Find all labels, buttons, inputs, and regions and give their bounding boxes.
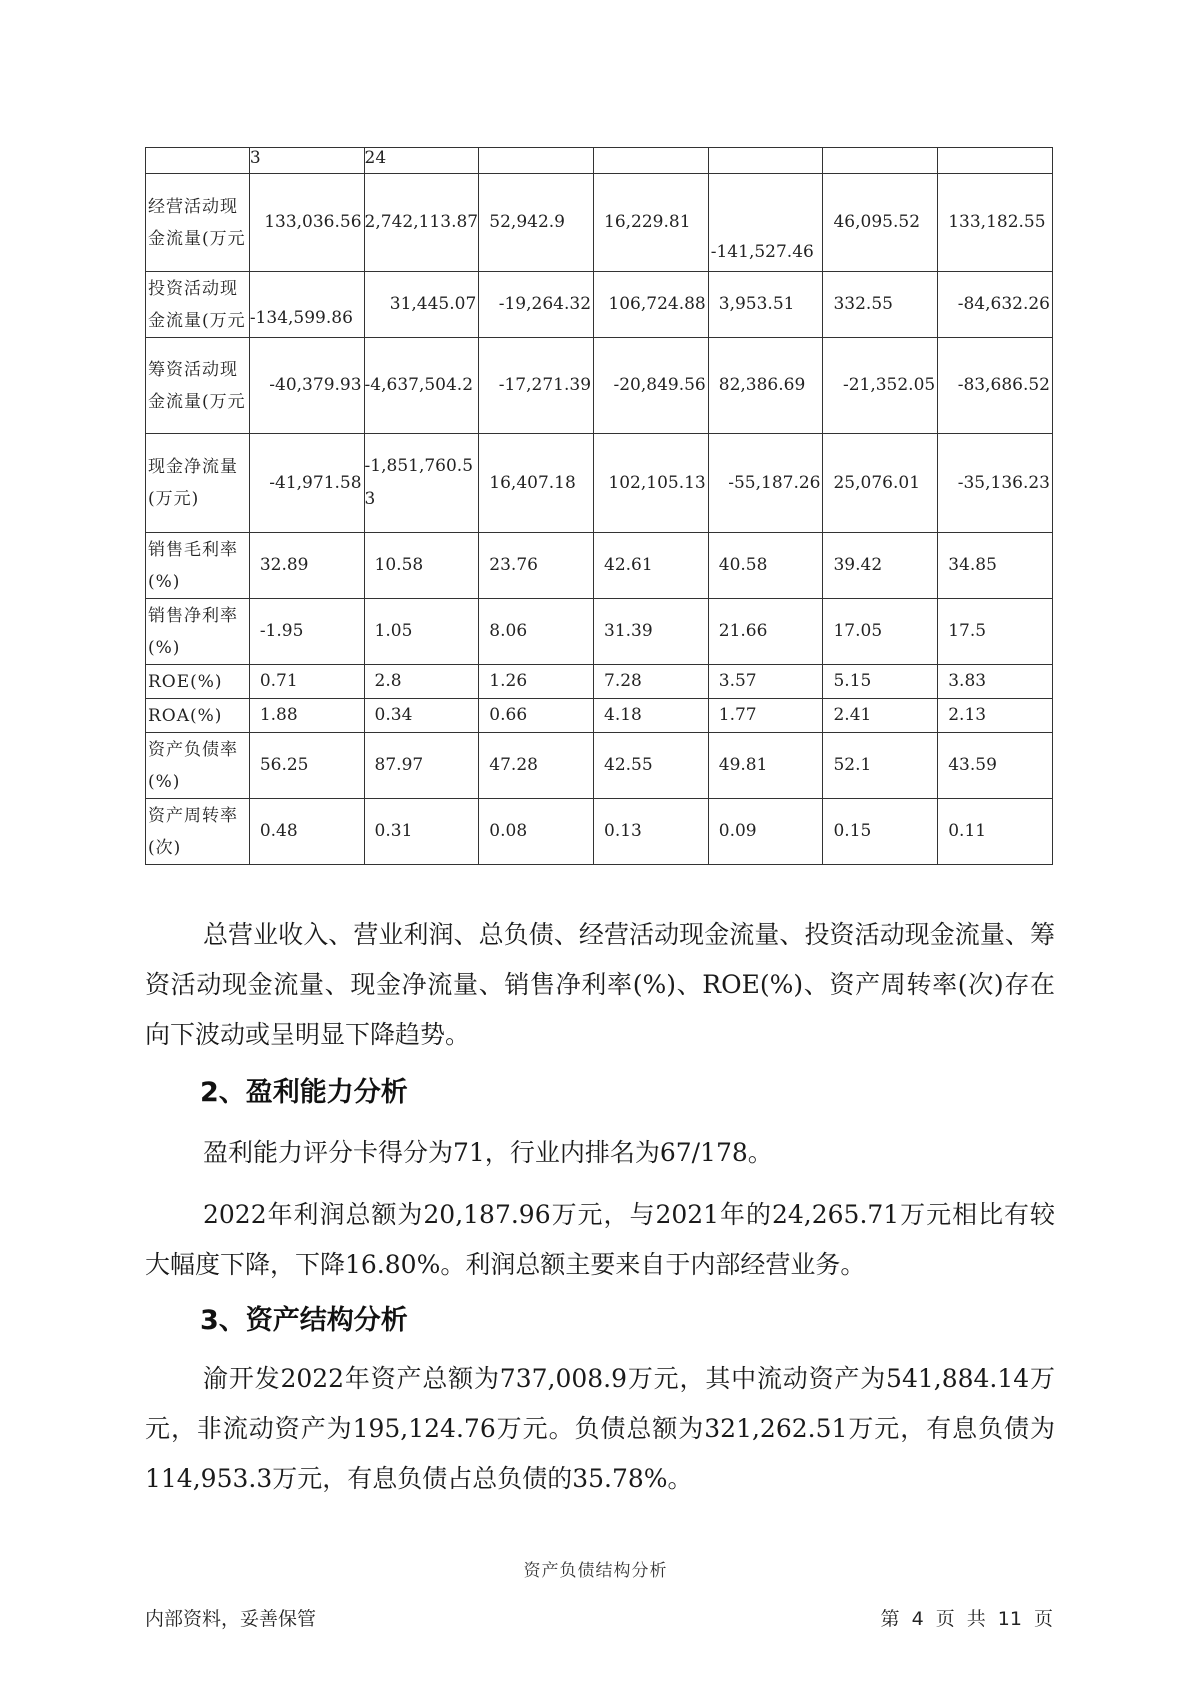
table-cell: 0.71: [249, 665, 364, 699]
table-cell: 0.66: [479, 699, 594, 733]
table-cell: 0.34: [364, 699, 479, 733]
row-label: 投资活动现金流量(万元: [146, 272, 250, 338]
table-row: [146, 799, 1053, 865]
table-row: [146, 272, 1053, 338]
table-cell: 0.11: [938, 799, 1053, 865]
table-cell: -141,527.46: [708, 174, 823, 272]
table-cell: -134,599.86: [249, 272, 364, 338]
financial-indicators-table: [145, 147, 1053, 865]
table-cell: 21.66: [708, 599, 823, 665]
table-cell: -40,379.93: [249, 338, 364, 434]
table-cell: 133,036.56: [249, 174, 364, 272]
table-row: [146, 148, 1053, 174]
table-row: [146, 533, 1053, 599]
table-cell: 31,445.07: [364, 272, 479, 338]
table-cell: 2.41: [823, 699, 938, 733]
table-cell: 2.13: [938, 699, 1053, 733]
row-label: ROE(%): [146, 665, 250, 699]
table-row: [146, 699, 1053, 733]
table-cell: 10.58: [364, 533, 479, 599]
section-heading-profitability: 2、盈利能力分析: [200, 1077, 408, 1108]
table-cell: [823, 148, 938, 174]
table-cell: 1.77: [708, 699, 823, 733]
table-row: [146, 338, 1053, 434]
table-cell: 46,095.52: [823, 174, 938, 272]
table-cell: -19,264.32: [479, 272, 594, 338]
table-cell: -20,849.56: [594, 338, 709, 434]
table-cell: 17.05: [823, 599, 938, 665]
row-label: 经营活动现金流量(万元: [146, 174, 250, 272]
table-row: [146, 599, 1053, 665]
table-cell: 42.55: [594, 733, 709, 799]
table-cell: 17.5: [938, 599, 1053, 665]
figure-caption: 资产负债结构分析: [523, 1561, 668, 1581]
table-cell: -21,352.05: [823, 338, 938, 434]
table-cell: -1.95: [249, 599, 364, 665]
table-cell: 4.18: [594, 699, 709, 733]
table-cell: 16,407.18: [479, 434, 594, 533]
table-cell: 52.1: [823, 733, 938, 799]
table-cell: -17,271.39: [479, 338, 594, 434]
table-cell: 52,942.9: [479, 174, 594, 272]
table-cell: 31.39: [594, 599, 709, 665]
table-cell: 32.89: [249, 533, 364, 599]
table-cell: 34.85: [938, 533, 1053, 599]
footer-confidential-note: 内部资料，妥善保管: [145, 1608, 317, 1630]
table-cell: 3: [249, 148, 364, 174]
table-cell: 42.61: [594, 533, 709, 599]
footer-page-number: 第 4 页 共 11 页: [880, 1608, 1053, 1630]
row-label: 销售毛利率(%): [146, 533, 250, 599]
table-cell: -41,971.58: [249, 434, 364, 533]
table-cell: 3.57: [708, 665, 823, 699]
table-cell: 0.15: [823, 799, 938, 865]
table-cell: 2,742,113.87: [364, 174, 479, 272]
table-cell: -35,136.23: [938, 434, 1053, 533]
table-cell: 102,105.13: [594, 434, 709, 533]
table-cell: 332.55: [823, 272, 938, 338]
table-cell: 82,386.69: [708, 338, 823, 434]
table-cell: -1,851,760.53: [364, 434, 479, 533]
table-cell: 5.15: [823, 665, 938, 699]
table-cell: 0.13: [594, 799, 709, 865]
table-row: [146, 665, 1053, 699]
row-label: 资产周转率(次): [146, 799, 250, 865]
row-label: [146, 148, 250, 174]
section-heading-asset-structure: 3、资产结构分析: [200, 1305, 408, 1336]
table-row: [146, 174, 1053, 272]
profit-total-paragraph: 2022年利润总额为20,187.96万元，与2021年的24,265.71万元相比有较大幅度下降，下降16.80%。利润总额主要来自于内部经营业务。: [145, 1200, 1055, 1279]
table-cell: 39.42: [823, 533, 938, 599]
table-cell: 56.25: [249, 733, 364, 799]
row-label: 资产负债率(%): [146, 733, 250, 799]
table-cell: 3.83: [938, 665, 1053, 699]
table-cell: -4,637,504.2: [364, 338, 479, 434]
table-cell: 133,182.55: [938, 174, 1053, 272]
table-cell: -83,686.52: [938, 338, 1053, 434]
table-cell: 2.8: [364, 665, 479, 699]
table-cell: 7.28: [594, 665, 709, 699]
table-cell: 23.76: [479, 533, 594, 599]
table-cell: 0.48: [249, 799, 364, 865]
table-cell: 1.88: [249, 699, 364, 733]
table-cell: 24: [364, 148, 479, 174]
table-cell: 1.26: [479, 665, 594, 699]
table-cell: 87.97: [364, 733, 479, 799]
table-cell: 40.58: [708, 533, 823, 599]
table-cell: 106,724.88: [594, 272, 709, 338]
table-cell: 8.06: [479, 599, 594, 665]
table-cell: [594, 148, 709, 174]
row-label: 筹资活动现金流量(万元: [146, 338, 250, 434]
table-cell: 47.28: [479, 733, 594, 799]
table-cell: -55,187.26: [708, 434, 823, 533]
row-label: 销售净利率(%): [146, 599, 250, 665]
table-cell: 49.81: [708, 733, 823, 799]
table-cell: 3,953.51: [708, 272, 823, 338]
asset-structure-paragraph: 渝开发2022年资产总额为737,008.9万元，其中流动资产为541,884.14万元，非流动资产为195,124.76万元。负债总额为321,262.51万元，有息负债为114,953.3万元，有息负债占总负债的35.78%。: [145, 1364, 1055, 1493]
table-row: [146, 434, 1053, 533]
table-cell: 16,229.81: [594, 174, 709, 272]
table-row: [146, 733, 1053, 799]
table-cell: 25,076.01: [823, 434, 938, 533]
table-cell: 1.05: [364, 599, 479, 665]
profitability-score-paragraph: 盈利能力评分卡得分为71，行业内排名为67/178。: [203, 1138, 773, 1167]
row-label: ROA(%): [146, 699, 250, 733]
table-cell: 43.59: [938, 733, 1053, 799]
table-cell: 0.08: [479, 799, 594, 865]
table-cell: 0.31: [364, 799, 479, 865]
table-cell: [479, 148, 594, 174]
table-cell: [938, 148, 1053, 174]
table-cell: 0.09: [708, 799, 823, 865]
table-cell: [708, 148, 823, 174]
table-cell: -84,632.26: [938, 272, 1053, 338]
row-label: 现金净流量(万元): [146, 434, 250, 533]
summary-paragraph: 总营业收入、营业利润、总负债、经营活动现金流量、投资活动现金流量、筹资活动现金流量、现金净流量、销售净利率(%)、ROE(%)、资产周转率(次)存在向下波动或呈明显下降趋势。: [145, 920, 1055, 1049]
